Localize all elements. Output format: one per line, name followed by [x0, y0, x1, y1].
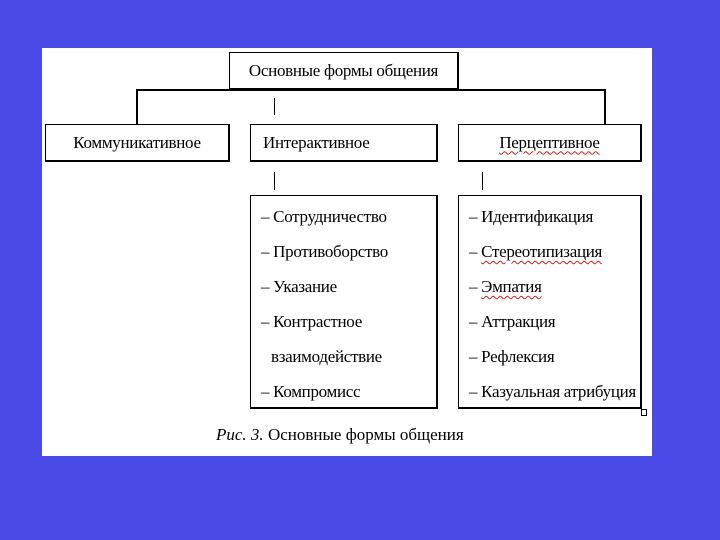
- list-item: – Рефлексия: [469, 347, 555, 366]
- list-item: – Компромисс: [261, 382, 361, 401]
- caption-figure-number: Рис. 3.: [216, 425, 264, 444]
- list-item: – Казуальная атрибуция: [469, 382, 636, 401]
- list-item: – Сотрудничество: [261, 207, 387, 226]
- connector-center-tick: [274, 98, 275, 115]
- category-label: Интерактивное: [263, 132, 370, 152]
- list-item: – Указание: [261, 277, 337, 296]
- list-item: – Идентификация: [469, 207, 594, 226]
- diagram-sheet: [42, 48, 652, 456]
- category-communicative: [45, 124, 230, 162]
- caption-text: Основные формы общения: [263, 425, 464, 444]
- list-item: – Противоборство: [261, 242, 388, 261]
- list-item: взаимодействие: [271, 347, 382, 366]
- category-interactive: [250, 124, 438, 162]
- connector-right-drop: [604, 89, 606, 125]
- list-perceptive: [458, 195, 642, 409]
- list-interactive: [250, 195, 438, 409]
- root-node: [229, 52, 459, 90]
- category-perceptive: [458, 124, 642, 162]
- connector-horizontal: [136, 89, 605, 91]
- list-item: – Стереотипизация: [469, 242, 603, 261]
- connector-tick-perceptive: [482, 172, 483, 190]
- category-label: Коммуникативное: [73, 132, 201, 152]
- connector-tick-interactive: [274, 172, 275, 190]
- list-item: – Контрастное: [261, 312, 362, 331]
- category-label: Перцептивное: [499, 132, 600, 152]
- list-item: – Эмпатия: [469, 277, 542, 296]
- figure-caption: [216, 425, 464, 445]
- connector-left-drop: [136, 89, 138, 125]
- root-label: Основные формы общения: [248, 60, 439, 80]
- anchor-marker: [641, 409, 647, 416]
- list-item: – Аттракция: [469, 312, 556, 331]
